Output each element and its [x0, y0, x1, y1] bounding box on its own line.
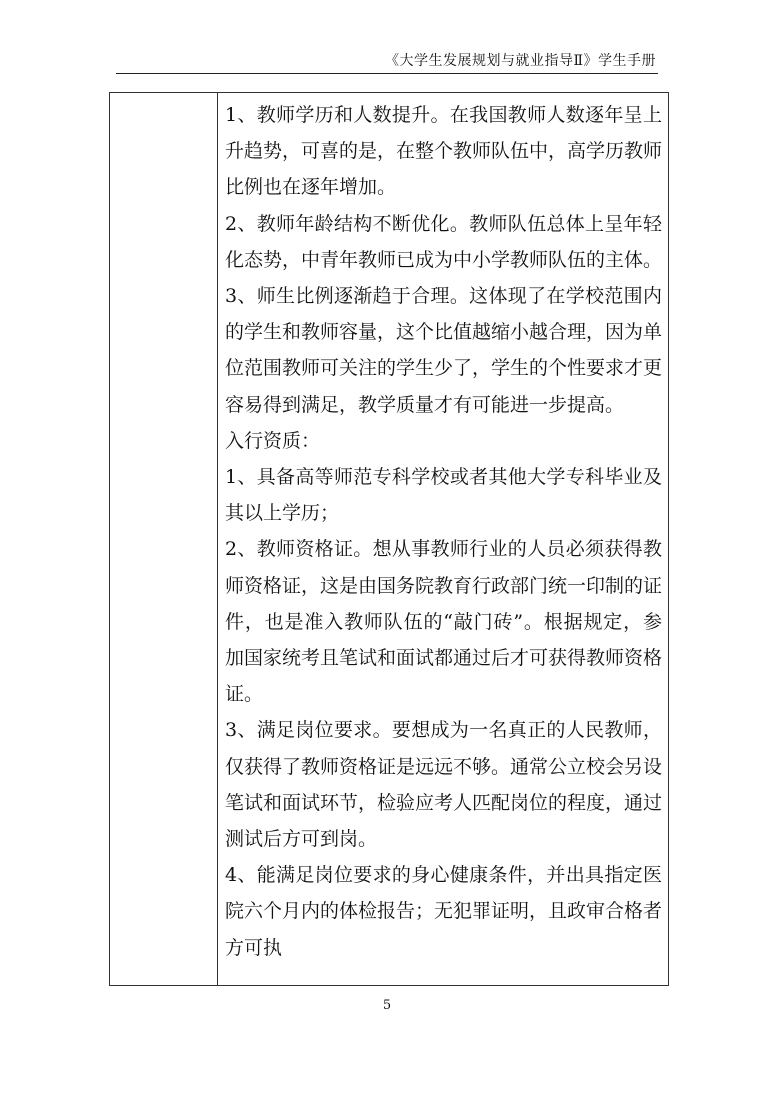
header-divider [116, 73, 658, 74]
content-table [109, 92, 669, 986]
header-title: 《大学生发展规划与就业指导Ⅱ》学生手册 [384, 53, 656, 69]
paragraph-3: 3、师生比例逐渐趋于合理。这体现了在学校范围内的学生和教师容量，这个比值越缩小越合理，因为单位范围教师可关注的学生少了，学生的个性要求才更容易得到满足，教学质量才有可能进一步提高。 [225, 285, 663, 416]
paragraph-6: 2、教师资格证。想从事教师行业的人员必须获得教师资格证，这是由国务院教育行政部门统一印制的证件，也是准入教师队伍的“敲门砖”。根据规定，参加国家统考且笔试和面试都通过后才可获得教师资格证。 [225, 538, 663, 706]
page-number: 5 [382, 998, 392, 1013]
table-content-cell [225, 97, 662, 966]
paragraph-7: 3、满足岗位要求。要想成为一名真正的人民教师，仅获得了教师资格证是远远不够。通常公立校会另设笔试和面试环节，检验应考人匹配岗位的程度，通过测试后方可到岗。 [225, 719, 663, 851]
paragraph-8: 4、能满足岗位要求的身心健康条件，并出具指定医院六个月内的体检报告；无犯罪证明，且政审合格者方可执 [225, 864, 663, 959]
section-heading-qualifications: 入行资质： [225, 429, 321, 452]
paragraph-2: 2、教师年龄结构不断优化。教师队伍总体上呈年轻化态势，中青年教师已成为中小学教师队伍的主体。 [225, 212, 663, 271]
table-column-divider [217, 93, 218, 985]
paragraph-1: 1、教师学历和人数提升。在我国教师人数逐年呈上升趋势，可喜的是，在整个教师队伍中，高学历教师比例也在逐年增加。 [225, 104, 663, 199]
paragraph-5: 1、具备高等师范专科学校或者其他大学专科毕业及其以上学历； [225, 466, 662, 525]
